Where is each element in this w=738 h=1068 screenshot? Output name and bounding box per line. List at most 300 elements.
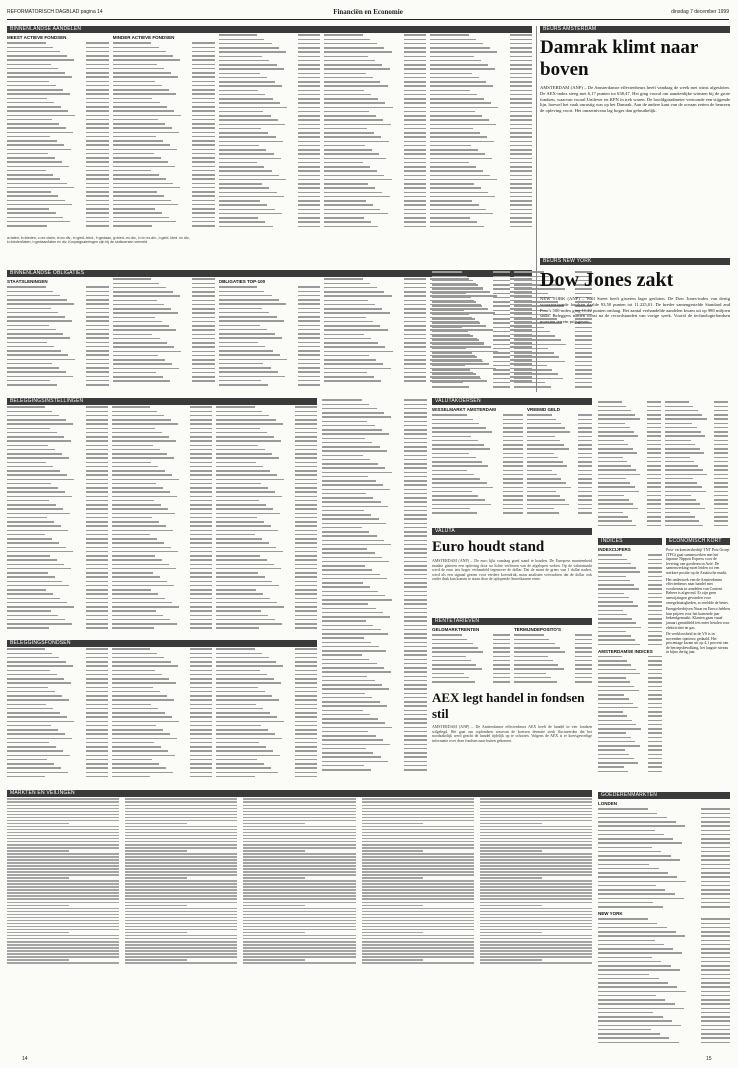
text-line [362, 886, 474, 888]
text-line [480, 826, 592, 828]
text-line [362, 880, 474, 882]
text-line [7, 820, 119, 822]
text-line [125, 853, 237, 855]
aandelen-col-1 [7, 33, 109, 233]
beurs-newyork-title: Dow Jones zakt [540, 269, 674, 291]
text-line [480, 868, 592, 870]
text-line [480, 889, 592, 891]
text-line [243, 911, 355, 913]
text-line [362, 895, 474, 897]
text-line [243, 923, 355, 925]
text-line [480, 820, 592, 822]
text-line [7, 868, 119, 870]
text-line [243, 871, 355, 873]
text-line [480, 941, 592, 943]
text-line [125, 829, 237, 831]
text-line [125, 932, 187, 934]
listing-row [598, 905, 730, 909]
listing-row [322, 768, 427, 772]
text-line [125, 895, 237, 897]
text-line [243, 920, 355, 922]
valuta-label: VALUTA [432, 528, 592, 535]
text-line [7, 829, 119, 831]
text-line [243, 883, 355, 885]
valuta-body: AMSTERDAM (ANP) – De euro lijkt vandaag goed stand te houden. De Europese munteenheid maakte gisteren een opleving door na lichte verliezen van de afgelopen weken. Op de valutamarkt werd de euro iets hoger verhandeld tegenover de dollar. Dat de munt de grens van 1 dollar nadert, werd als een signaal gezien voor verdere koersdruk, maar analisten verwachten dat de dollar ook onder druk kan komen te staan door de oplopende Amerikaanse rente. [432, 559, 592, 582]
text-line [243, 808, 355, 810]
aex-title: AEX legt handel in fondsen stil [432, 690, 585, 721]
listing-row [324, 379, 426, 383]
text-line [243, 868, 355, 870]
text-line [480, 832, 592, 834]
beurs-amsterdam-label: BEURS AMSTERDAM [540, 26, 730, 33]
kort-item: Post- en koeriersbedrijf TNT Post Groep (TPG) gaat samenwerken met het Japanse Nippon Express voor de levering van goederen in Azië. De samenwerking moet leiden tot een sterkere positie op de Aziatische markt. [666, 548, 730, 575]
text-line [7, 856, 119, 858]
text-line [125, 868, 237, 870]
text-line [125, 880, 237, 882]
text-line [125, 886, 237, 888]
text-line [7, 817, 119, 819]
listing-row [216, 775, 317, 779]
text-line [480, 962, 592, 964]
aandelen-col-3 [219, 33, 321, 233]
text-line [125, 914, 237, 916]
listing-row [7, 224, 109, 228]
obligaties-col-2 [113, 277, 215, 387]
text-line [362, 835, 474, 837]
text-line [243, 805, 355, 807]
listing-row [430, 224, 532, 228]
text-line [243, 844, 355, 846]
text-line [125, 817, 237, 819]
text-line [362, 959, 424, 961]
text-line [7, 880, 119, 882]
text-line [243, 880, 355, 882]
listing-row [7, 383, 109, 387]
text-line [480, 838, 592, 840]
text-line [362, 877, 424, 879]
text-line [480, 908, 592, 910]
aandelen-notes: a=laten, b=bieden, c=ex claim, d=ex div., e=gied.-bied., f=gedaan, g=bied.-ex-div., h=in ex-div., i=geld. bied. ex div., k=bieden/laten, l=gedaan/laten ex div. Koopsignaleringen zijn bij de slotkoersen vermeld. [7, 236, 191, 245]
text-line [362, 941, 474, 943]
text-line [7, 935, 119, 937]
text-line [243, 853, 355, 855]
aandelen-col1-title: MEEST ACTIEVE FONDSEN [7, 35, 67, 40]
goederen-col2-title: NEW YORK [598, 911, 623, 916]
text-line [7, 892, 119, 894]
text-line [7, 859, 119, 861]
text-line [480, 923, 592, 925]
text-line [125, 908, 237, 910]
listing-row [113, 379, 215, 383]
text-line [362, 856, 474, 858]
aandelen-col-2 [113, 33, 215, 233]
text-line [362, 814, 474, 816]
text-line [7, 889, 119, 891]
text-line [362, 962, 474, 964]
text-line [7, 883, 119, 885]
text-line [7, 950, 119, 952]
text-line [125, 935, 237, 937]
text-line [480, 935, 592, 937]
text-line [243, 798, 355, 800]
text-line [125, 947, 237, 949]
text-line [7, 805, 119, 807]
text-line [480, 953, 592, 955]
text-line [7, 938, 119, 940]
text-line [243, 905, 305, 907]
kort-item: Energiebedrijven Nuon en Eneco hebben hun prijzen voor het komende jaar bekendgemaakt. Klanten gaan vanaf januari gemiddeld iets meer betalen voor elektriciteit en gas. [666, 607, 730, 630]
text-line [480, 883, 592, 885]
text-line [362, 862, 474, 864]
text-line [480, 871, 592, 873]
text-line [480, 917, 592, 919]
rente-section [432, 618, 592, 686]
text-line [7, 923, 119, 925]
text-line [362, 829, 474, 831]
text-line [480, 814, 592, 816]
markten-col-5 [480, 797, 592, 965]
instellingen-section [7, 398, 317, 636]
text-line [362, 956, 474, 958]
text-line [362, 898, 474, 900]
aandelen-section [7, 26, 532, 258]
beurs-amsterdam-article [540, 26, 730, 256]
goederen-section [598, 792, 730, 1058]
text-line [480, 929, 592, 931]
listing-row [113, 224, 215, 228]
text-line [480, 859, 592, 861]
instellingen-col-2 [112, 405, 213, 630]
page-number-right: 15 [706, 1056, 712, 1062]
beurs-newyork-body: NEW YORK (ANP) – Wall Street heeft gisteren lager gesloten. De Dow Jones-index van dertig vooraanstaande fondsen daalde 93,50 punten tot 11.225,01. De breder samengestelde Standard and Poor's 500-index ging 11,22 punten omlaag. Het aantal verhandelde aandelen kwam uit op 980 miljoen stuks. Beleggers namen winst na de recordstanden van vorige week. Vooral de technologiefondsen moesten terrein prijsgeven. [540, 296, 730, 325]
text-line [125, 898, 237, 900]
beurs-newyork-article [540, 258, 730, 396]
fondsen-heading: BELEGGINGSFONDSEN [7, 640, 317, 647]
text-line [125, 801, 237, 803]
valutakoersen-section [432, 398, 592, 522]
listing-row [527, 511, 592, 515]
listing-row [432, 680, 510, 684]
aandelen-col-4 [324, 33, 426, 233]
text-line [480, 835, 592, 837]
kort-section [666, 538, 730, 788]
text-line [125, 956, 237, 958]
text-line [125, 826, 237, 828]
text-line [480, 844, 592, 846]
listing-row [7, 626, 108, 630]
text-line [243, 841, 355, 843]
markten-col-4 [362, 797, 474, 965]
markten-heading: MARKTEN EN VEILINGEN [7, 790, 592, 797]
text-line [7, 871, 119, 873]
text-line [243, 886, 355, 888]
text-line [362, 798, 474, 800]
listings-right-col-2 [665, 400, 728, 528]
markten-col-2 [125, 797, 237, 965]
text-line [243, 832, 355, 834]
text-line [362, 811, 474, 813]
listing-row [598, 523, 661, 527]
aex-body: AMSTERDAM (ANP) – De Amsterdamse effectenbeurs AEX heeft de handel in vier fondsen stilgelegd. Het gaat om topfondsen waarvan de koersen dermate sterk fluctueerden dat het noodzakelijk werd geacht de handel tijdelijk op te schorten. Volgens de AEX is er koersgevoelige informatie over deze fondsen naar buiten gekomen. [432, 725, 592, 743]
text-line [362, 947, 474, 949]
text-line [7, 838, 119, 840]
text-line [125, 923, 237, 925]
aandelen-col2-title: MINDER ACTIEVE FONDSEN [112, 35, 175, 40]
rente-col-2 [514, 625, 592, 684]
text-line [243, 856, 355, 858]
text-line [7, 911, 119, 913]
instellingen-heading: BELEGGINGSINSTELLINGEN [7, 398, 317, 405]
fondsen-col-3 [216, 647, 317, 779]
text-line [243, 874, 355, 876]
fondsen-col-2 [112, 647, 213, 779]
text-line [243, 814, 355, 816]
text-line [362, 823, 424, 825]
text-line [125, 850, 187, 852]
text-line [125, 938, 237, 940]
text-line [243, 908, 355, 910]
text-line [480, 926, 592, 928]
text-line [243, 929, 355, 931]
text-line [362, 920, 474, 922]
masthead [7, 8, 729, 17]
text-line [7, 905, 69, 907]
text-line [362, 935, 474, 937]
text-line [362, 865, 474, 867]
text-line [362, 953, 474, 955]
text-line [480, 938, 592, 940]
text-line [362, 926, 474, 928]
fondsen-col-1 [7, 647, 108, 779]
text-line [480, 874, 592, 876]
text-line [362, 914, 474, 916]
beurs-amsterdam-title: Damrak klimt naar boven [540, 37, 698, 80]
text-line [125, 959, 187, 961]
text-line [243, 889, 355, 891]
text-line [480, 902, 592, 904]
text-line [362, 889, 474, 891]
listing-row [216, 626, 317, 630]
valutakoersen-col-2 [527, 405, 592, 515]
text-line [243, 801, 355, 803]
text-line [243, 862, 355, 864]
text-line [7, 908, 119, 910]
obligaties-col3-title: OBLIGATIES TOP-100 [218, 279, 266, 284]
masthead-date: dinsdag 7 december 1999 [671, 9, 729, 15]
text-line [125, 892, 237, 894]
text-line [125, 811, 237, 813]
text-line [480, 914, 592, 916]
text-line [362, 892, 474, 894]
text-line [7, 929, 119, 931]
text-line [480, 898, 592, 900]
text-line [362, 820, 474, 822]
text-line [7, 914, 119, 916]
text-line [362, 853, 474, 855]
text-line [362, 911, 474, 913]
valutakoersen-heading: VALUTAKOERSEN [432, 398, 592, 405]
text-line [243, 835, 355, 837]
text-line [125, 798, 237, 800]
text-line [480, 905, 542, 907]
text-line [243, 877, 305, 879]
text-line [125, 847, 237, 849]
text-line [125, 877, 187, 879]
text-line [125, 820, 237, 822]
listing-row [598, 769, 662, 773]
aandelen-heading: BINNENLANDSE AANDELEN [7, 26, 532, 33]
text-line [125, 862, 237, 864]
listing-row [514, 680, 592, 684]
text-line [480, 805, 592, 807]
text-line [362, 868, 474, 870]
valuta-article [432, 528, 592, 616]
obligaties-col-4 [324, 277, 426, 387]
text-line [362, 902, 474, 904]
kort-heading: ECONOMISCH KORT [666, 538, 730, 545]
text-line [7, 808, 119, 810]
text-line [362, 923, 474, 925]
markten-section [7, 790, 592, 1058]
masthead-rule [7, 19, 729, 20]
text-line [480, 823, 542, 825]
kort-item: De werkloosheid in de VS is in november opnieuw gedaald. Het percentage kwam uit op 4,1 procent van de beroepsbevolking, het laagste niveau in bijna dertig jaar. [666, 632, 729, 655]
text-line [480, 865, 592, 867]
text-line [480, 817, 592, 819]
masthead-section: Financiën en Economie [333, 8, 403, 16]
listing-row [432, 511, 523, 515]
text-line [362, 844, 474, 846]
text-line [7, 953, 119, 955]
text-line [125, 944, 237, 946]
text-line [125, 902, 237, 904]
text-line [125, 929, 237, 931]
listings-middle [322, 398, 427, 786]
text-line [480, 950, 592, 952]
text-line [125, 917, 237, 919]
text-line [362, 905, 424, 907]
text-line [362, 850, 424, 852]
text-line [480, 841, 592, 843]
text-line [480, 811, 592, 813]
text-line [125, 832, 237, 834]
text-line [7, 814, 119, 816]
text-line [125, 859, 237, 861]
text-line [7, 932, 69, 934]
masthead-paper: REFORMATORISCH DAGBLAD pagina 14 [7, 9, 103, 15]
text-line [243, 847, 355, 849]
text-line [125, 905, 187, 907]
text-line [480, 877, 542, 879]
listing-row [598, 1040, 730, 1044]
text-line [362, 859, 474, 861]
indices-col2-title: AMSTERDAMSE INDICES [598, 648, 653, 654]
text-line [362, 950, 474, 952]
obligaties-col-3 [219, 277, 321, 387]
rente-col1-title: GELDMARKTRENTEN [432, 627, 480, 632]
text-line [480, 798, 592, 800]
listing-row [219, 383, 321, 387]
text-line [362, 826, 474, 828]
text-line [362, 938, 474, 940]
text-line [243, 865, 355, 867]
text-line [362, 874, 474, 876]
column-divider [536, 26, 537, 392]
text-line [362, 817, 474, 819]
text-line [480, 829, 592, 831]
text-line [362, 908, 474, 910]
text-line [362, 944, 474, 946]
text-line [243, 956, 355, 958]
text-line [125, 865, 237, 867]
instellingen-col-3 [216, 405, 317, 630]
kort-list [666, 548, 730, 655]
text-line [243, 959, 305, 961]
text-line [125, 835, 237, 837]
rente-col2-title: TERMIJNDEPOSITO'S [514, 627, 561, 632]
text-line [362, 841, 474, 843]
text-line [7, 877, 69, 879]
indices-section [598, 538, 662, 788]
text-line [125, 856, 237, 858]
text-line [125, 844, 237, 846]
text-line [243, 953, 355, 955]
text-line [243, 829, 355, 831]
text-line [7, 920, 119, 922]
text-line [480, 850, 542, 852]
text-line [480, 895, 592, 897]
text-line [362, 883, 474, 885]
indices-col1-title: INDEXCIJFERS [598, 547, 631, 552]
text-line [7, 862, 119, 864]
listings-upper-col-1 [432, 270, 510, 389]
text-line [125, 889, 237, 891]
text-line [243, 826, 355, 828]
text-line [243, 811, 355, 813]
text-line [7, 956, 119, 958]
text-line [480, 886, 592, 888]
fondsen-section [7, 640, 317, 785]
text-line [243, 938, 355, 940]
text-line [7, 850, 69, 852]
text-line [7, 886, 119, 888]
text-line [243, 892, 355, 894]
text-line [125, 823, 187, 825]
text-line [7, 844, 119, 846]
text-line [480, 944, 592, 946]
text-line [243, 838, 355, 840]
goederen-col1-title: LONDEN [598, 801, 617, 806]
text-line [7, 874, 119, 876]
text-line [362, 832, 474, 834]
text-line [243, 941, 355, 943]
text-line [362, 929, 474, 931]
text-line [243, 898, 355, 900]
obligaties-heading: BINNENLANDSE OBLIGATIES [7, 270, 532, 277]
indices-heading: INDICES [598, 538, 662, 545]
text-line [7, 823, 69, 825]
text-line [243, 950, 355, 952]
text-line [7, 962, 119, 964]
text-line [7, 847, 119, 849]
listing-row [665, 523, 728, 527]
text-line [362, 801, 474, 803]
rente-heading: RENTETARIEVEN [432, 618, 592, 625]
text-line [125, 841, 237, 843]
text-line [480, 932, 542, 934]
text-line [480, 862, 592, 864]
obligaties-col1-title: STAATSLENINGEN [7, 279, 48, 284]
